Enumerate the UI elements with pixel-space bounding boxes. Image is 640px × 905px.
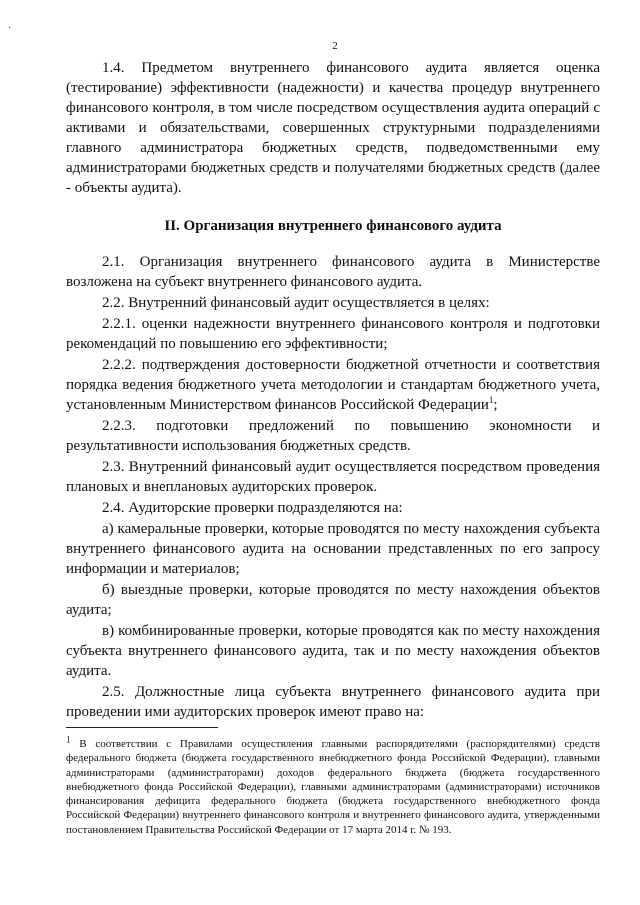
- section-title: II. Организация внутреннего финансового аудита: [164, 218, 502, 234]
- paragraph-2-2-1: 2.2.1. оценки надежности внутреннего финансового контроля и подготовки рекомендаций по повышению его эффективности;: [66, 316, 600, 352]
- corner-mark: ·: [8, 23, 12, 34]
- paragraph-2-3: 2.3. Внутренний финансовый аудит осуществляется посредством проведения плановых и внеплановых аудиторских проверок.: [66, 459, 600, 495]
- footnote-reference: 1: [488, 395, 494, 405]
- paragraph-2-2-2-text: 2.2.2. подтверждения достоверности бюджетной отчетности и соответствия порядка ведения бюджетного учета методологии и стандартам бюджетного учета, установленным Министерством финансов Российской Федерации: [66, 357, 600, 413]
- footnote: [66, 734, 600, 837]
- footnote-text: В соответствии с Правилами осуществления главными распорядителями (распорядителями) средств федерального бюджета (бюджета государственного внебюджетного фонда Российской Федерации), главными администраторами (администраторами) доходов федерального бюджета (бюджета государственного внебюджетного фонда Российской Федерации), главными администраторами (администраторами) источников финансирования дефицита федерального бюджета (бюджета государственного внебюджетного фонда Российской Федерации) внутреннего финансового контроля и внутреннего финансового аудита, утвержденными постановлением Правительства Российской Федерации от 17 марта 2014 г. № 193.: [66, 738, 600, 836]
- paragraph-1-4: 1.4. Предметом внутреннего финансового аудита является оценка (тестирование) эффективности (надежности) и качества процедур внутреннего финансового контроля, в том числе посредством осуществления аудита операций с активами и обязательствами, совершенных структурными подразделениями главного администратора бюджетных средств, подведомственными ему администраторами бюджетных средств и получателями бюджетных средств (далее - объекты аудита).: [66, 60, 600, 196]
- paragraph-2-2-2-end: ;: [493, 397, 498, 413]
- page-number: 2: [332, 40, 338, 52]
- paragraph-2-4-b: б) выездные проверки, которые проводятся по месту нахождения объектов аудита;: [66, 582, 600, 618]
- paragraph-2-2-3: 2.2.3. подготовки предложений по повышению экономности и результативности использования бюджетных средств.: [66, 418, 600, 454]
- paragraph-2-2-2: [66, 355, 600, 415]
- paragraph-2-5: 2.5. Должностные лица субъекта внутреннего финансового аудита при проведении ими аудиторских проверок имеют право на:: [66, 684, 600, 720]
- paragraph-2-4-v: в) комбинированные проверки, которые проводятся как по месту нахождения субъекта внутреннего финансового аудита, так и по месту нахождения объектов аудита.: [66, 623, 600, 679]
- paragraph-2-4: 2.4. Аудиторские проверки подразделяются на:: [102, 500, 403, 516]
- footnote-divider: [66, 727, 218, 728]
- document-body: [66, 58, 600, 723]
- footnote-marker: 1: [66, 734, 71, 745]
- paragraph-2-4-a: а) камеральные проверки, которые проводятся по месту нахождения субъекта внутреннего финансового аудита на основании представленных по его запросу информации и материалов;: [66, 521, 600, 577]
- paragraph-2-2: 2.2. Внутренний финансовый аудит осуществляется в целях:: [102, 295, 490, 311]
- paragraph-2-1: 2.1. Организация внутреннего финансового аудита в Министерстве возложена на субъект внутреннего финансового аудита.: [66, 254, 600, 290]
